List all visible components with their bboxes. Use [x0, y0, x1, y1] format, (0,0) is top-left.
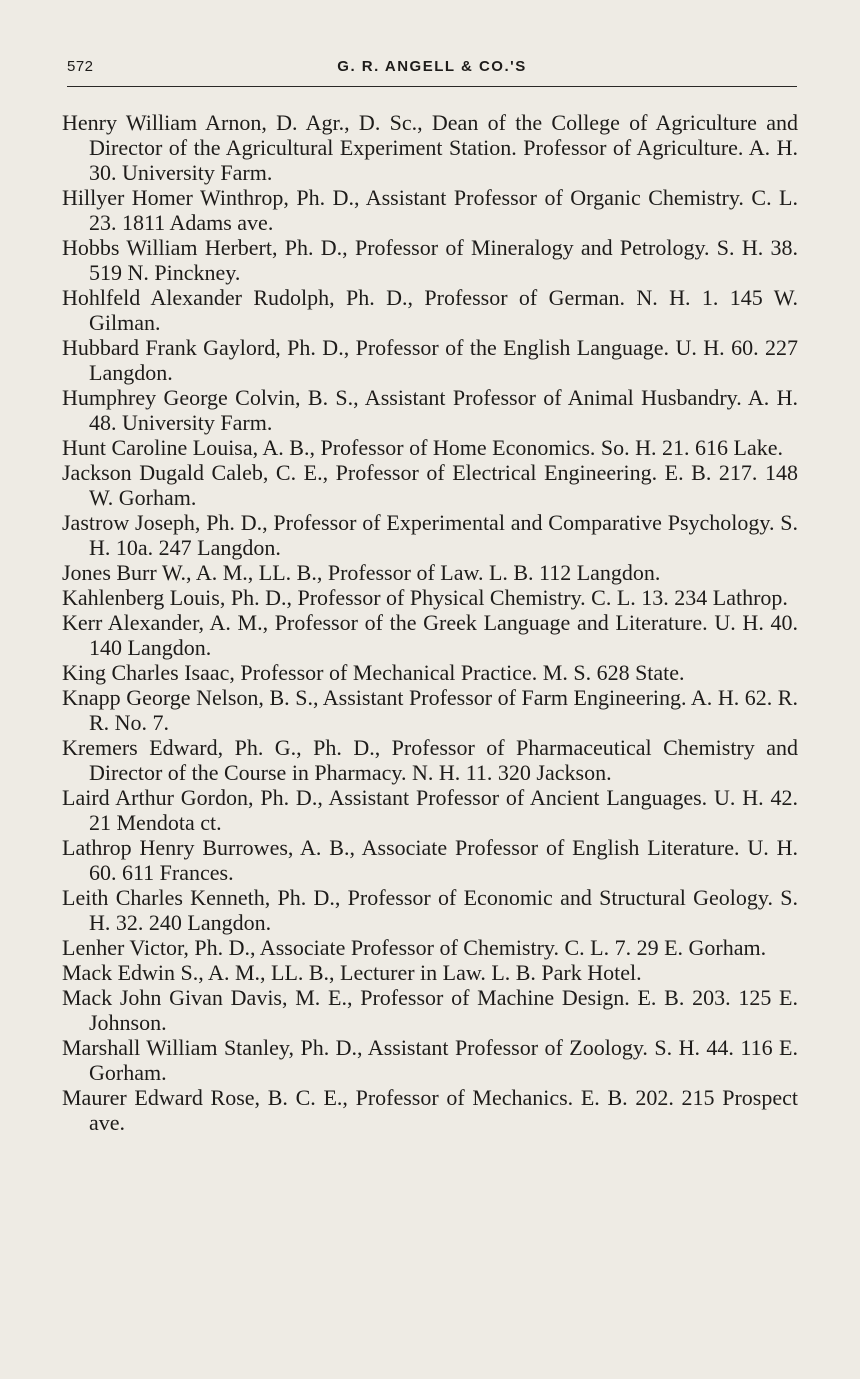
running-head: G. R. ANGELL & CO.'S — [337, 58, 527, 75]
directory-entry: King Charles Isaac, Professor of Mechanical Practice. M. S. 628 State. — [62, 660, 685, 685]
directory-entry: Lenher Victor, Ph. D., Associate Professor of Chemistry. C. L. 7. 29 E. Gorham. — [62, 935, 767, 960]
directory-entry: Hohlfeld Alexander Rudolph, Ph. D., Professor of German. N. H. 1. 145 W. Gilman. — [62, 285, 798, 335]
directory-entry: Jackson Dugald Caleb, C. E., Professor of Electrical Engineering. E. B. 217. 148 W. Gorham. — [62, 460, 798, 510]
directory-entry: Knapp George Nelson, B. S., Assistant Professor of Farm Engineering. A. H. 62. R. R. No. 7. — [62, 685, 798, 735]
directory-entry: Jastrow Joseph, Ph. D., Professor of Experimental and Comparative Psychology. S. H. 10a. 247 Langdon. — [62, 510, 798, 560]
directory-entry: Mack Edwin S., A. M., LL. B., Lecturer in Law. L. B. Park Hotel. — [62, 960, 642, 985]
directory-entry: Kerr Alexander, A. M., Professor of the Greek Language and Literature. U. H. 40. 140 Langdon. — [62, 610, 798, 660]
directory-entries — [62, 110, 798, 1135]
directory-entry: Kahlenberg Louis, Ph. D., Professor of Physical Chemistry. C. L. 13. 234 Lathrop. — [62, 585, 788, 610]
directory-entry: Mack John Givan Davis, M. E., Professor of Machine Design. E. B. 203. 125 E. Johnson. — [62, 985, 798, 1035]
directory-entry: Laird Arthur Gordon, Ph. D., Assistant Professor of Ancient Languages. U. H. 42. 21 Mendota ct. — [62, 785, 798, 835]
page-number: 572 — [67, 58, 94, 75]
directory-entry: Hubbard Frank Gaylord, Ph. D., Professor of the English Language. U. H. 60. 227 Langdon. — [62, 335, 798, 385]
directory-entry: Maurer Edward Rose, B. C. E., Professor of Mechanics. E. B. 202. 215 Prospect ave. — [62, 1085, 798, 1135]
directory-entry: Hobbs William Herbert, Ph. D., Professor of Mineralogy and Petrology. S. H. 38. 519 N. Pinckney. — [62, 235, 798, 285]
directory-entry: Hunt Caroline Louisa, A. B., Professor of Home Economics. So. H. 21. 616 Lake. — [62, 435, 784, 460]
page-header — [67, 58, 797, 82]
directory-entry: Henry William Arnon, D. Agr., D. Sc., Dean of the College of Agriculture and Director of the Agricultural Experiment Station. Professor of Agriculture. A. H. 30. University Farm. — [62, 110, 798, 185]
directory-entry: Leith Charles Kenneth, Ph. D., Professor of Economic and Structural Geology. S. H. 32. 240 Langdon. — [62, 885, 798, 935]
directory-entry: Lathrop Henry Burrowes, A. B., Associate Professor of English Literature. U. H. 60. 611 Frances. — [62, 835, 798, 885]
directory-entry: Hillyer Homer Winthrop, Ph. D., Assistant Professor of Organic Chemistry. C. L. 23. 1811 Adams ave. — [62, 185, 798, 235]
header-rule — [67, 86, 797, 87]
directory-entry: Jones Burr W., A. M., LL. B., Professor of Law. L. B. 112 Langdon. — [62, 560, 661, 585]
directory-entry: Marshall William Stanley, Ph. D., Assistant Professor of Zoology. S. H. 44. 116 E. Gorham. — [62, 1035, 798, 1085]
directory-entry: Kremers Edward, Ph. G., Ph. D., Professor of Pharmaceutical Chemistry and Director of the Course in Pharmacy. N. H. 11. 320 Jackson. — [62, 735, 798, 785]
directory-entry: Humphrey George Colvin, B. S., Assistant Professor of Animal Husbandry. A. H. 48. University Farm. — [62, 385, 798, 435]
